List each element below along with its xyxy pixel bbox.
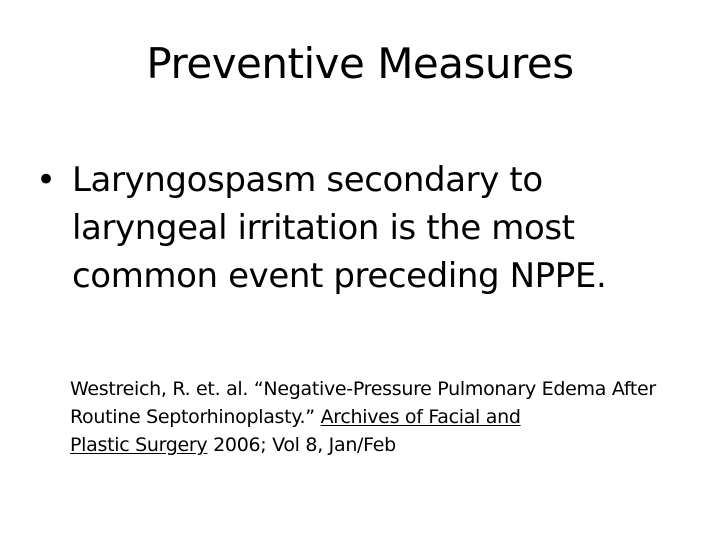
bullet-text <box>72 156 692 300</box>
bullet-line-2: laryngeal irritation is the most <box>72 208 575 248</box>
reference-journal-part2: Plastic Surgery <box>70 434 208 456</box>
bullet-dot: • <box>36 160 57 200</box>
reference-citation <box>70 375 670 459</box>
reference-journal-part1: Archives of Facial and <box>320 406 521 428</box>
reference-article-title: “Negative-Pressure Pulmonary Edema After Routine Septorhinoplasty.” <box>70 378 656 428</box>
reference-authors: Westreich, R. et. al. <box>70 378 249 400</box>
bullet-line-3: common event preceding NPPE. <box>72 256 607 296</box>
bullet-line-1: Laryngospasm secondary to <box>72 160 543 200</box>
slide-title: Preventive Measures <box>146 39 574 88</box>
reference-details: 2006; Vol 8, Jan/Feb <box>213 434 396 456</box>
